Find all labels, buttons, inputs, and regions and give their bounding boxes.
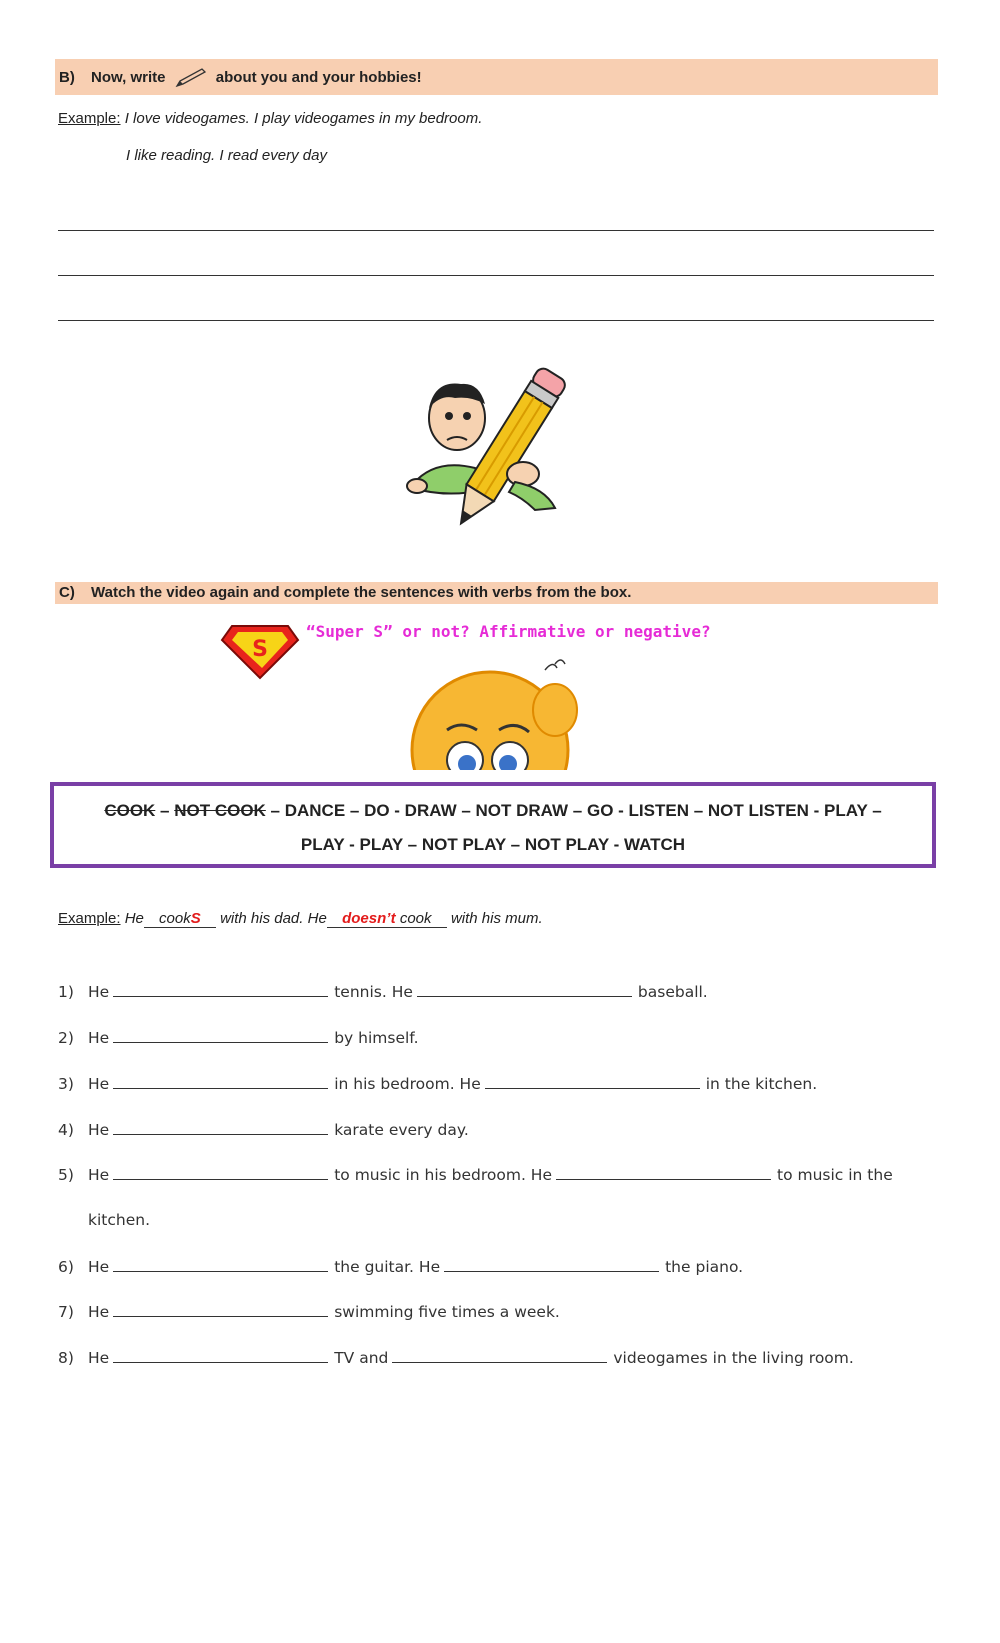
item-subject: He [88, 1258, 110, 1276]
answer-blank-2a[interactable] [113, 1028, 328, 1043]
example-b-line2: I like reading. I read every day [126, 147, 327, 164]
example-c-cook: cook [159, 910, 191, 927]
item-text: karate every day. [334, 1121, 469, 1139]
superman-logo-icon [220, 622, 300, 682]
example-b-line1 [58, 110, 482, 127]
section-c-label: C) [59, 584, 75, 601]
answer-blank-6b[interactable] [444, 1257, 659, 1272]
example-label: Example: [58, 110, 121, 127]
item-text: the guitar. He [334, 1258, 441, 1276]
verb-box [50, 782, 936, 868]
example-c-mid: with his dad. He [220, 910, 327, 927]
example-c-cook2: cook [399, 910, 432, 927]
item-number: 3) [58, 1075, 74, 1093]
confused-emoji-container [395, 650, 595, 770]
answer-blank-1b[interactable] [417, 982, 632, 997]
example-c-doesnt: doesn’t [342, 910, 396, 927]
answer-blank-8b[interactable] [392, 1348, 607, 1363]
item-text: by himself. [334, 1029, 419, 1047]
item-number: 1) [58, 983, 74, 1001]
item-number: 8) [58, 1349, 74, 1367]
sentence-4 [58, 1120, 469, 1139]
svg-text:S: S [252, 637, 268, 662]
example-text: I love videogames. I play videogames in my bedroom. [124, 110, 483, 127]
writing-line-3[interactable] [58, 320, 934, 321]
super-s-question: “Super S” or not? Affirmative or negative? [306, 622, 711, 641]
section-b-title-start: Now, write [91, 69, 166, 86]
answer-blank-4a[interactable] [113, 1120, 328, 1135]
item-number: 7) [58, 1303, 74, 1321]
verb-cook-crossed: COOK [104, 801, 156, 820]
item-subject: He [88, 1075, 110, 1093]
sentence-8 [58, 1348, 854, 1367]
item-number: 4) [58, 1121, 74, 1139]
answer-blank-5a[interactable] [113, 1165, 328, 1180]
answer-blank-5b[interactable] [556, 1165, 771, 1180]
item-number: 5) [58, 1166, 74, 1184]
verb-box-line1 [54, 794, 932, 828]
sentence-5-continuation: kitchen. [88, 1211, 150, 1229]
boy-with-pencil-clipart [405, 358, 585, 548]
sentence-7 [58, 1302, 560, 1321]
item-text: to music in the [777, 1166, 893, 1184]
item-text: to music in his bedroom. He [334, 1166, 552, 1184]
verb-separator: – [155, 801, 175, 820]
answer-blank-1a[interactable] [113, 982, 328, 997]
sentence-3 [58, 1074, 817, 1093]
sentence-6 [58, 1257, 743, 1276]
confused-emoji-icon [395, 650, 595, 770]
answer-blank-7a[interactable] [113, 1302, 328, 1317]
pen-icon [174, 67, 208, 89]
item-text: videogames in the living room. [613, 1349, 854, 1367]
section-c-title: Watch the video again and complete the sentences with verbs from the box. [91, 584, 632, 601]
section-c-header [55, 582, 938, 604]
example-c-he: He [124, 910, 144, 927]
item-text: TV and [334, 1349, 389, 1367]
sentence-1 [58, 982, 708, 1001]
item-subject: He [88, 1349, 110, 1367]
item-text: the piano. [665, 1258, 744, 1276]
example-c [58, 910, 543, 928]
section-b-label: B) [59, 69, 75, 86]
item-subject: He [88, 1166, 110, 1184]
item-subject: He [88, 1029, 110, 1047]
answer-blank-3b[interactable] [485, 1074, 700, 1089]
item-text: baseball. [637, 983, 708, 1001]
verb-not-cook-crossed: NOT COOK [174, 801, 266, 820]
item-subject: He [88, 1121, 110, 1139]
example-c-label: Example: [58, 910, 121, 927]
example-c-s: S [190, 910, 201, 927]
item-text: tennis. He [334, 983, 413, 1001]
item-number: 2) [58, 1029, 74, 1047]
answer-blank-3a[interactable] [113, 1074, 328, 1089]
sentence-2 [58, 1028, 419, 1047]
writing-line-1[interactable] [58, 230, 934, 231]
item-subject: He [88, 1303, 110, 1321]
verb-list-line1: – DANCE – DO - DRAW – NOT DRAW – GO - LISTEN – NOT LISTEN - PLAY – [265, 801, 882, 820]
example-c-answer-1 [144, 910, 216, 928]
verb-list-line2: PLAY - PLAY – NOT PLAY – NOT PLAY - WATCH [300, 835, 686, 854]
item-text: in his bedroom. He [334, 1075, 481, 1093]
writing-line-2[interactable] [58, 275, 934, 276]
example-c-end: with his mum. [450, 910, 543, 927]
section-b-title-end: about you and your hobbies! [215, 69, 422, 86]
example-c-answer-2 [327, 910, 447, 928]
item-text: in the kitchen. [705, 1075, 818, 1093]
item-subject: He [88, 983, 110, 1001]
item-number: 6) [58, 1258, 74, 1276]
item-text: swimming five times a week. [334, 1303, 560, 1321]
answer-blank-8a[interactable] [113, 1348, 328, 1363]
answer-blank-6a[interactable] [113, 1257, 328, 1272]
sentence-5 [58, 1165, 893, 1184]
section-b-header [55, 59, 938, 95]
